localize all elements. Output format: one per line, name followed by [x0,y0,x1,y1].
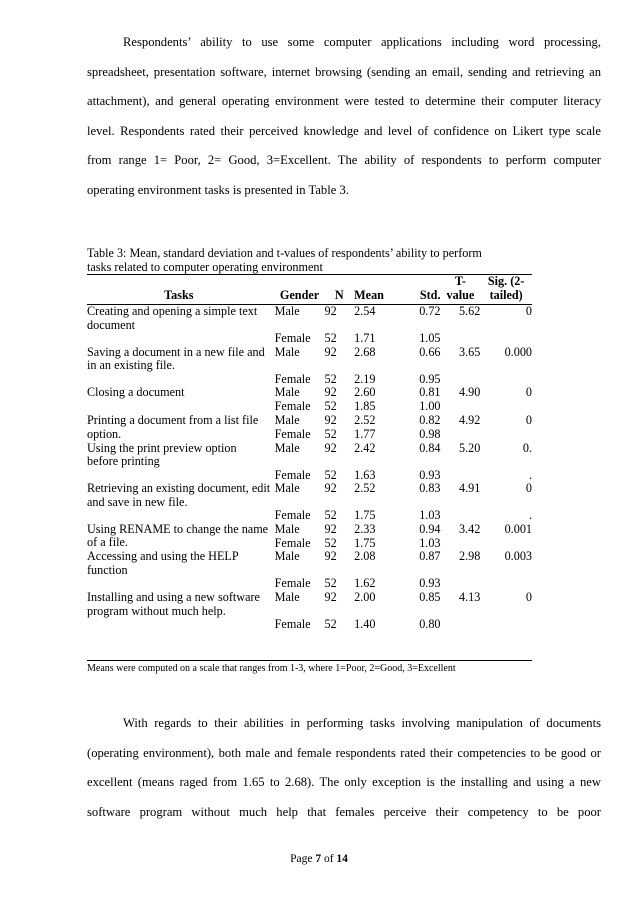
header-t-line1: T- [454,274,466,288]
t-value-cell: 5.62 [458,304,481,319]
intro-line: from range 1= Poor, 2= Good, 3=Excellent. The ability of respondents to perform computer [87,153,601,167]
header-std: Std. [419,287,441,302]
intro-line: level. Respondents rated their perceived knowledge and level of confidence on Likert type scale [87,123,601,138]
mean-cell: 2.08 [354,549,376,564]
t-value-cell [441,469,481,483]
gender-cell: Male [274,412,300,427]
std-cell: 0.87 [419,549,441,564]
table-row [87,523,532,537]
sig-cell: 0 [525,412,532,427]
intro-line: attachment), and general operating environment were tested to determine their computer literacy [87,94,601,108]
std-cell: 0.66 [419,344,441,359]
std-cell: 0.72 [419,304,441,319]
t-value-cell: 4.13 [458,589,481,604]
sig-cell: 0. [522,440,532,455]
sig-cell: . [528,508,532,523]
std-cell: 0.93 [419,467,441,482]
t-value-cell: 3.42 [458,521,481,536]
sig-cell: 0.000 [504,344,532,359]
gender-cell: Male [274,440,300,455]
n-cell: 52 [324,616,337,631]
page-number: 7 [315,853,322,865]
n-cell: 92 [324,304,337,319]
std-cell: 0.83 [419,481,441,496]
mean-cell: 1.71 [354,331,376,346]
table-bottom-rule [87,660,532,661]
mean-cell: 2.00 [354,589,376,604]
sig-cell: 0 [525,385,532,400]
mean-cell: 2.33 [354,521,376,536]
sig-cell: 0 [525,589,532,604]
mean-cell: 2.68 [354,344,376,359]
n-cell: 92 [324,589,337,604]
results-table [87,275,532,632]
n-cell: 52 [324,331,337,346]
table-row [87,591,532,618]
task-cell: Using the print preview option before printing [87,440,237,469]
of-word: of [323,853,334,865]
std-cell: 1.05 [419,331,441,346]
header-n: N [334,287,344,302]
closing-line: software program without much help that females perceive their competency to be poor [87,804,601,819]
t-value-cell: 2.98 [458,549,481,564]
n-cell: 92 [324,440,337,455]
sig-cell [480,537,532,551]
std-cell: 1.03 [419,535,441,550]
mean-cell: 1.40 [354,616,376,631]
std-cell: 0.82 [419,412,441,427]
mean-cell: 1.62 [354,576,376,591]
std-cell: 0.95 [419,371,441,386]
gender-cell: Male [274,481,300,496]
t-value-cell [441,400,481,414]
table-row [87,386,532,400]
n-cell: 92 [324,521,337,536]
t-value-cell [441,577,481,591]
closing-paragraph [87,709,601,827]
task-cell: Saving a document in a new file and in an existing file. [87,344,265,373]
table-row [87,550,532,577]
std-cell: 0.85 [419,589,441,604]
gender-cell: Male [274,344,300,359]
header-sig-line1: Sig. (2- [487,274,525,288]
std-cell: 1.03 [419,508,441,523]
task-cell: Creating and opening a simple text document [87,304,258,332]
gender-cell: Female [274,508,311,523]
table-row [87,305,532,332]
n-cell: 52 [324,535,337,550]
n-cell: 52 [324,508,337,523]
header-gender: Gender [279,287,320,302]
sig-cell: 0.003 [504,549,532,564]
t-value-cell: 4.91 [458,481,481,496]
sig-cell: 0 [525,304,532,319]
sig-cell: . [528,467,532,482]
task-cell: Accessing and using the HELP function [87,549,239,577]
std-cell: 0.84 [419,440,441,455]
sig-cell: 0 [525,481,532,496]
header-tasks: Tasks [164,287,194,302]
table-row [87,414,532,428]
n-cell: 92 [324,412,337,427]
mean-cell: 2.42 [354,440,376,455]
t-value-cell: 3.65 [458,344,481,359]
mean-cell: 2.60 [354,385,376,400]
gender-cell: Male [274,304,300,319]
t-value-cell: 5.20 [458,440,481,455]
header-t-line2: value [446,287,475,302]
std-cell: 0.93 [419,576,441,591]
gender-cell: Male [274,549,300,564]
intro-line: Respondents’ ability to use some computer applications including word processing, [123,35,601,49]
header-mean: Mean [354,287,384,302]
header-sig [480,275,532,305]
table-row [87,346,532,373]
page-word: Page [290,853,313,865]
std-cell: 0.81 [419,385,441,400]
header-sig-line2: tailed) [489,287,523,302]
page-total: 14 [336,853,348,865]
n-cell: 92 [324,549,337,564]
n-cell: 52 [324,576,337,591]
n-cell: 52 [324,371,337,386]
t-value-cell [441,332,481,346]
sig-cell: 0.001 [504,521,532,536]
table-row [87,442,532,469]
std-cell: 0.80 [419,616,441,631]
task-cell: Printing a document from a list file option. [87,412,259,441]
gender-cell: Female [274,616,311,631]
n-cell: 92 [324,481,337,496]
mean-cell: 1.63 [354,467,376,482]
std-cell: 0.98 [419,426,441,441]
gender-cell: Female [274,399,311,414]
intro-line: operating environment tasks is presented in Table 3. [87,182,349,197]
t-value-cell: 4.92 [458,412,481,427]
sig-cell [480,332,532,346]
intro-paragraph [87,28,601,205]
n-cell: 52 [324,399,337,414]
n-cell: 52 [324,426,337,441]
sig-cell [480,373,532,387]
header-t-value [441,275,481,305]
task-cell: Retrieving an existing document, edit and save in new file. [87,481,271,509]
mean-cell: 2.52 [354,481,376,496]
t-value-cell [441,537,481,551]
closing-line: excellent (means raged from 1.65 to 2.68). The only exception is the installing and using a new [87,775,601,789]
mean-cell: 2.54 [354,304,376,319]
intro-line: spreadsheet, presentation software, internet browsing (sending an email, sending and retrieving an [87,64,601,79]
n-cell: 92 [324,344,337,359]
gender-cell: Female [274,371,311,386]
sig-cell [480,400,532,414]
gender-cell: Male [274,385,300,400]
closing-line: With regards to their abilities in performing tasks involving manipulation of documents [123,716,601,730]
n-cell: 92 [324,385,337,400]
t-value-cell [441,373,481,387]
page-footer [0,853,638,865]
std-cell: 0.94 [419,521,441,536]
table-caption-line: Table 3: Mean, standard deviation and t-values of respondents’ ability to perform [87,246,482,260]
closing-line: (operating environment), both male and female respondents rated their competencies to be good or [87,745,601,760]
table-header-row [87,275,532,305]
t-value-cell [441,618,481,632]
mean-cell: 1.85 [354,399,376,414]
gender-cell: Female [274,535,311,550]
table-caption-line: tasks related to computer operating environment [87,260,323,274]
gender-cell: Female [274,331,311,346]
task-cell: Closing a document [87,385,185,400]
std-cell: 1.00 [419,399,441,414]
table-row [87,482,532,509]
gender-cell: Male [274,521,300,536]
gender-cell: Male [274,589,300,604]
mean-cell: 1.75 [354,508,376,523]
mean-cell: 2.52 [354,412,376,427]
sig-cell [480,428,532,442]
gender-cell: Female [274,467,311,482]
n-cell: 52 [324,467,337,482]
table-caption [87,246,532,274]
t-value-cell [441,509,481,523]
sig-cell [480,577,532,591]
t-value-cell: 4.90 [458,385,481,400]
mean-cell: 1.77 [354,426,376,441]
t-value-cell [441,428,481,442]
table-footnote: Means were computed on a scale that ranges from 1-3, where 1=Poor, 2=Good, 3=Excellent [87,663,456,674]
mean-cell: 2.19 [354,371,376,386]
task-cell: Using RENAME to change the name of a file. [87,521,269,550]
sig-cell [480,618,532,632]
mean-cell: 1.75 [354,535,376,550]
gender-cell: Female [274,426,311,441]
task-cell: Installing and using a new software program without much help. [87,589,260,618]
gender-cell: Female [274,576,311,591]
